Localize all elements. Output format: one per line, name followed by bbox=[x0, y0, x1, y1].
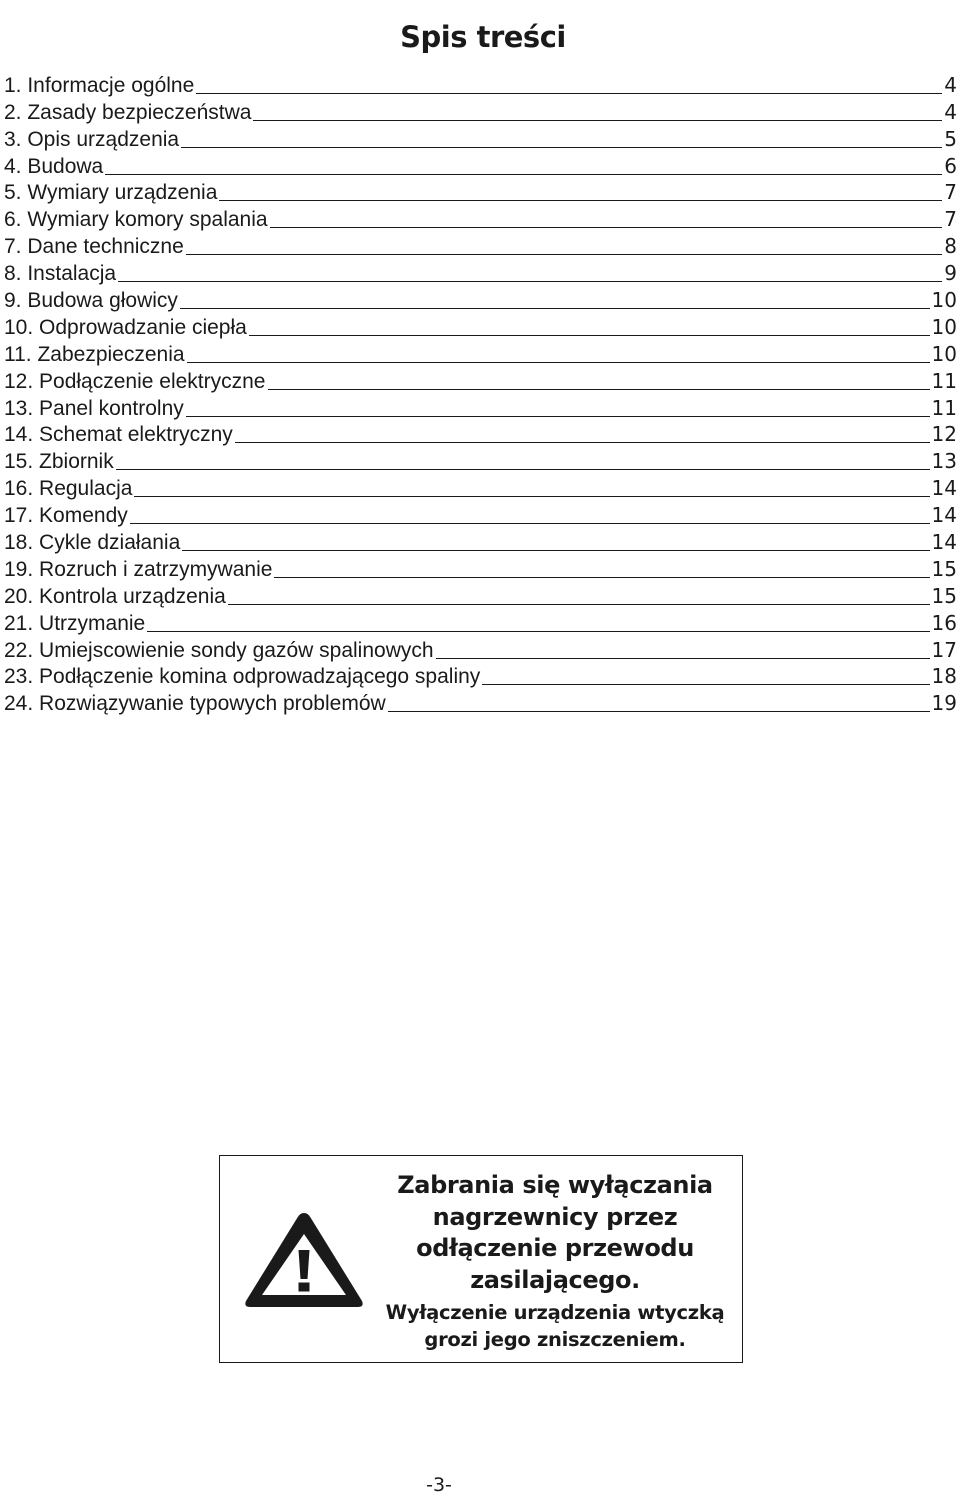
warning-sub-line: Wyłączenie urządzenia wtyczką bbox=[385, 1301, 725, 1324]
toc-entry-label: 10. Odprowadzanie ciepła bbox=[4, 315, 247, 339]
toc-entry-page: 4 bbox=[944, 72, 957, 97]
toc-entry-label: 4. Budowa bbox=[4, 154, 104, 178]
toc-entry-page: 18 bbox=[931, 664, 957, 689]
warning-sub-line: grozi jego zniszczeniem. bbox=[424, 1328, 686, 1351]
toc-entry-18[interactable] bbox=[4, 527, 957, 554]
toc-entry-label: 2. Zasady bezpieczeństwa bbox=[4, 100, 252, 124]
toc-entry-page: 19 bbox=[931, 691, 957, 716]
toc-entry-label: 5. Wymiary urządzenia bbox=[4, 181, 218, 205]
toc-leader-line bbox=[186, 416, 930, 417]
toc-entry-label: 22. Umiejscowienie sondy gazów spalinowych bbox=[4, 638, 434, 662]
toc-entry-label: 24. Rozwiązywanie typowych problemów bbox=[4, 692, 386, 716]
page-title: Spis treści bbox=[400, 20, 566, 55]
toc-entry-12[interactable] bbox=[4, 366, 957, 393]
toc-entry-label: 13. Panel kontrolny bbox=[4, 396, 184, 420]
toc-entry-label: 19. Rozruch i zatrzymywanie bbox=[4, 557, 273, 581]
warning-sub-text bbox=[370, 1299, 740, 1353]
toc-leader-line bbox=[186, 254, 942, 255]
toc-leader-line bbox=[130, 523, 930, 524]
toc-entry-page: 14 bbox=[931, 476, 957, 501]
toc-leader-line bbox=[219, 200, 942, 201]
toc-entry-page: 6 bbox=[944, 153, 957, 178]
warning-triangle-icon bbox=[242, 1210, 366, 1310]
toc-leader-line bbox=[116, 469, 930, 470]
toc-entry-label: 21. Utrzymanie bbox=[4, 611, 146, 635]
toc-entry-page: 11 bbox=[931, 368, 957, 393]
toc-entry-9[interactable] bbox=[4, 285, 957, 312]
toc-entry-label: 3. Opis urządzenia bbox=[4, 127, 180, 151]
toc-entry-14[interactable] bbox=[4, 420, 957, 447]
toc-entry-21[interactable] bbox=[4, 608, 957, 635]
toc-entry-label: 6. Wymiary komory spalania bbox=[4, 208, 268, 232]
toc-entry-page: 7 bbox=[944, 207, 957, 232]
toc-entry-10[interactable] bbox=[4, 312, 957, 339]
toc-leader-line bbox=[253, 120, 942, 121]
toc-entry-5[interactable] bbox=[4, 178, 957, 205]
toc-leader-line bbox=[482, 684, 929, 685]
toc-leader-line bbox=[274, 577, 929, 578]
toc-entry-label: 16. Regulacja bbox=[4, 477, 133, 501]
toc-entry-label: 20. Kontrola urządzenia bbox=[4, 584, 226, 608]
toc-leader-line bbox=[235, 442, 930, 443]
toc-entry-label: 18. Cykle działania bbox=[4, 531, 181, 555]
toc-leader-line bbox=[118, 281, 942, 282]
toc-leader-line bbox=[134, 496, 929, 497]
toc-entry-2[interactable] bbox=[4, 97, 957, 124]
toc-entry-label: 9. Budowa głowicy bbox=[4, 289, 178, 313]
toc-leader-line bbox=[196, 93, 942, 94]
toc-leader-line bbox=[105, 174, 942, 175]
toc-entry-16[interactable] bbox=[4, 473, 957, 500]
toc-entry-23[interactable] bbox=[4, 662, 957, 689]
warning-line: odłączenie przewodu bbox=[416, 1234, 694, 1262]
toc-entry-3[interactable] bbox=[4, 124, 957, 151]
toc-entry-page: 15 bbox=[931, 583, 957, 608]
toc-entry-13[interactable] bbox=[4, 393, 957, 420]
toc-entry-page: 7 bbox=[944, 180, 957, 205]
toc-leader-line bbox=[182, 550, 929, 551]
toc-entry-6[interactable] bbox=[4, 204, 957, 231]
toc-entry-7[interactable] bbox=[4, 231, 957, 258]
toc-entry-19[interactable] bbox=[4, 554, 957, 581]
toc-leader-line bbox=[180, 308, 930, 309]
toc-entry-label: 14. Schemat elektryczny bbox=[4, 423, 233, 447]
toc-entry-8[interactable] bbox=[4, 258, 957, 285]
warning-line: zasilającego. bbox=[470, 1265, 640, 1294]
toc-entry-24[interactable] bbox=[4, 688, 957, 715]
toc-entry-label: 17. Komendy bbox=[4, 504, 128, 528]
toc-leader-line bbox=[268, 389, 930, 390]
warning-line: Zabrania się wyłączania bbox=[397, 1171, 713, 1199]
toc-entry-1[interactable] bbox=[4, 70, 957, 97]
warning-line: nagrzewnicy przez bbox=[432, 1202, 678, 1231]
toc-entry-page: 10 bbox=[931, 341, 957, 366]
toc-leader-line bbox=[270, 227, 943, 228]
toc-leader-line bbox=[147, 631, 929, 632]
toc-entry-page: 16 bbox=[931, 610, 957, 635]
toc-entry-page: 12 bbox=[931, 422, 957, 447]
toc-entry-15[interactable] bbox=[4, 446, 957, 473]
toc-entry-label: 12. Podłączenie elektryczne bbox=[4, 369, 266, 393]
toc-entry-page: 13 bbox=[931, 449, 957, 474]
toc-leader-line bbox=[436, 658, 930, 659]
toc-entry-page: 10 bbox=[931, 288, 957, 313]
toc-entry-page: 15 bbox=[931, 556, 957, 581]
toc-entry-4[interactable] bbox=[4, 151, 957, 178]
toc-entry-label: 11. Zabezpieczenia bbox=[4, 342, 185, 366]
toc-entry-page: 8 bbox=[944, 234, 957, 259]
toc-entry-11[interactable] bbox=[4, 339, 957, 366]
toc-entry-20[interactable] bbox=[4, 581, 957, 608]
toc-leader-line bbox=[388, 711, 930, 712]
toc-entry-17[interactable] bbox=[4, 500, 957, 527]
toc-entry-page: 4 bbox=[944, 99, 957, 124]
toc-leader-line bbox=[228, 604, 930, 605]
toc-entry-22[interactable] bbox=[4, 635, 957, 662]
toc-entry-page: 9 bbox=[944, 261, 957, 286]
toc-entry-label: 7. Dane techniczne bbox=[4, 235, 184, 259]
warning-box bbox=[219, 1155, 743, 1363]
toc-entry-page: 10 bbox=[931, 314, 957, 339]
toc-entry-label: 1. Informacje ogólne bbox=[4, 73, 195, 97]
warning-message bbox=[370, 1170, 740, 1353]
page-number: -3- bbox=[426, 1474, 452, 1496]
warning-main-text bbox=[370, 1170, 740, 1296]
toc-leader-line bbox=[187, 362, 930, 363]
toc-entry-label: 15. Zbiornik bbox=[4, 450, 114, 474]
toc-entry-page: 17 bbox=[931, 637, 957, 662]
toc-entry-label: 23. Podłączenie komina odprowadzającego spaliny bbox=[4, 665, 481, 689]
toc-entry-page: 5 bbox=[944, 126, 957, 151]
toc-entry-label: 8. Instalacja bbox=[4, 262, 117, 286]
toc-leader-line bbox=[249, 335, 930, 336]
toc-entry-page: 14 bbox=[931, 503, 957, 528]
toc-leader-line bbox=[181, 147, 942, 148]
table-of-contents bbox=[4, 70, 957, 715]
toc-entry-page: 14 bbox=[931, 530, 957, 555]
toc-entry-page: 11 bbox=[931, 395, 957, 420]
